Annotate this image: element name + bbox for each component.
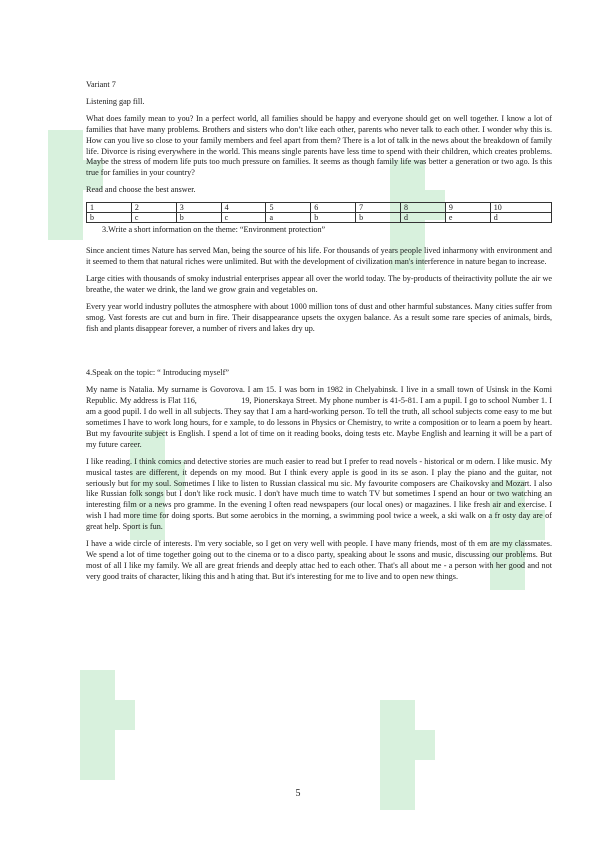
answer-letter-cell: c <box>221 213 266 223</box>
listening-text: What does family mean to you? In a perfect world, all families should be happy and everyone should get on well together. I know a lot of families that have many problems. Brothers and sisters who don’t like each other, parents who never talk to each other. I wonder why this is. How can you live so close to your family members and feel apart from them? There is a lot of talk in the news about the breakdown of family life. Divorce is rising everywhere in the world. This means single parents have less time to spend with their children, which creates problems. Maybe the stress of modern life puts too much pressure on families. It seems as though family life was better a generation or two ago. Is this true for families in your country? <box>86 113 552 178</box>
page-number: 5 <box>295 788 301 799</box>
speaking-paragraph: I have a wide circle of interests. I'm very sociable, so I get on very well with people. I have many friends, most of th em are my classmates. We spend a lot of time together going out to the cinema or to a disco party, speaking about le ssons and music, discussing our problems. But most of all I like my family. We all are great friends and deeply attac hed to each other. That's all about me - a person with her good and not very good traits of character, liking this and h ating that. But it's interesting for me to live and to open new things. <box>86 539 552 581</box>
answer-number-cell: 1 <box>87 203 132 213</box>
answer-letter-cell: d <box>401 213 446 223</box>
answer-number-cell: 8 <box>401 203 446 213</box>
answer-number-cell: 5 <box>266 203 311 213</box>
answer-number-cell: 9 <box>445 203 490 213</box>
section-spacer <box>86 340 552 368</box>
writing-paragraph: Every year world industry pollutes the atmosphere with about 1000 million tons of dust and other harmful substances. Many cities suffer from smog. Vast forests are cut and burn in fire. Their disappearance upsets the oxygen balance. As a result some rare species of animals, birds, fish and plants disappear forever, a number of rivers and lakes dry up. <box>86 301 552 333</box>
listening-title: Listening gap fill. <box>86 96 145 106</box>
writing-title: 3.Write a short information on the theme: “Environment protection” <box>102 225 326 235</box>
answer-number-cell: 6 <box>311 203 356 213</box>
document-content <box>86 80 555 589</box>
answer-letter-cell: a <box>266 213 311 223</box>
answer-number-cell: 4 <box>221 203 266 213</box>
speaking-title: 4.Speak on the topic: “ Introducing myself” <box>86 368 230 378</box>
variant-title: Variant 7 <box>86 80 116 89</box>
answer-table-answers-row <box>87 213 552 223</box>
answer-letter-cell: b <box>356 213 401 223</box>
answer-number-cell: 10 <box>490 203 551 213</box>
answer-table-numbers-row <box>87 203 552 213</box>
watermark-logo-bottom-left <box>60 660 150 790</box>
answer-number-cell: 7 <box>356 203 401 213</box>
writing-paragraph: Since ancient times Nature has served Man, being the source of his life. For thousands of years people lived inharmony with environment and it seemed to them that natural riches were unlimited. But with the development of civilization man's interference in nature began to increase. <box>86 246 552 266</box>
answer-letter-cell: c <box>131 213 176 223</box>
answer-letter-cell: b <box>311 213 356 223</box>
answer-number-cell: 3 <box>176 203 221 213</box>
answer-letter-cell: d <box>490 213 551 223</box>
speaking-paragraph: I like reading. I think comics and detective stories are much easier to read but I prefer to read novels - historical or m odern. I like music. My musical tastes are different, it depends on my mood. But I think every apple is good in its se ason. I play the piano and the guitar, not seriously but for my soul. Sometimes I like to listen to Russian classical mu sic. My favourite composers are Chaikovsky and Mozart. I also like Russian folk songs but I don't like rock music. I don't have much time to watch TV but sometimes I spend an hour or two watching an interesting film or a news pro gramme. In the evening I often read newspapers (our local ones) or magazines. I like fresh air and exercise. I wish I had more time for doing sports. But some aerobics in the morning, a swimming pool twice a week, a ski walk on a fr osty day are of great help. Sport is fun. <box>86 456 552 532</box>
answer-table <box>86 202 552 223</box>
watermark-logo-bottom-right <box>360 690 450 820</box>
reading-title: Read and choose the best answer. <box>86 185 196 195</box>
speaking-paragraph: My name is Natalia. My surname is Govorova. I am 15. I was born in 1982 in Chelyabinsk. I live in a small town of Usinsk in the Komi Republic. My address is Flat 116, 19, Pionerskaya Street. My phone number is 41-5-81. I am a pupil. I go to school Number 1. I am a good pupil. I do well in all subjects. They say that I am a hard-working person. To tell the truth, all school subjects come easy to me but sometimes I have to work long hours, for e xample, to do lessons in Physics or Chemistry, to write a composition or to learn a poem by heart. But my favourite subject is English. I spend a lot of time on it reading books, doing tests etc. Maybe English and learning it will be a part of my future career. <box>86 385 555 449</box>
answer-letter-cell: e <box>445 213 490 223</box>
answer-letter-cell: b <box>176 213 221 223</box>
answer-letter-cell: b <box>87 213 132 223</box>
answer-number-cell: 2 <box>131 203 176 213</box>
writing-paragraph: Large cities with thousands of smoky industrial enterprises appear all over the world today. The by-products of theiractivity pollute the air we breathe, the water we drink, the land we grow grain and vegetables on. <box>86 273 552 294</box>
